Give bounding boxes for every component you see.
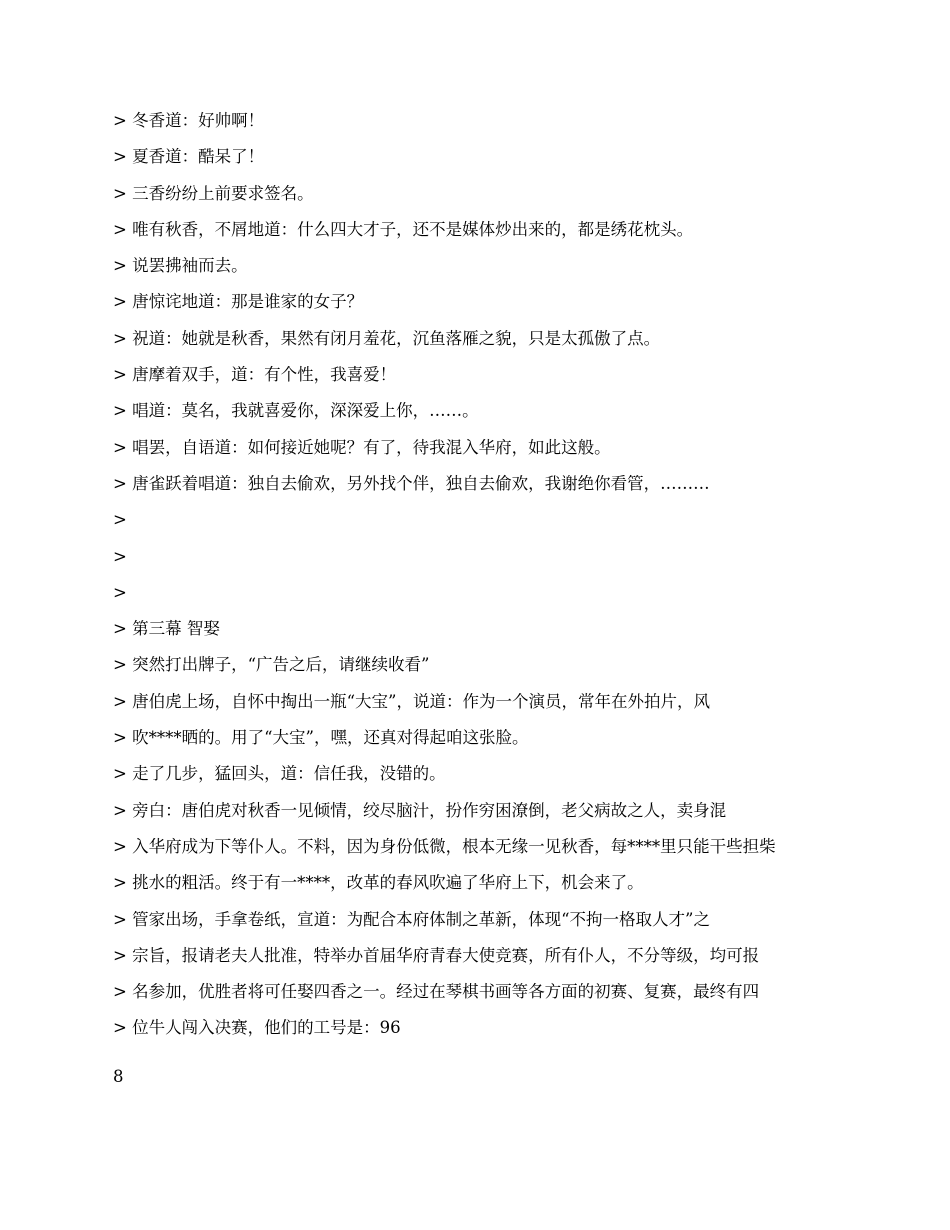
- text-line: > 唐摩着双手，道：有个性，我喜爱！: [113, 365, 397, 385]
- text-line: > 冬香道：好帅啊！: [113, 111, 265, 130]
- text-line: > 唯有秋香，不屑地道：什么四大才子，还不是媒体炒出来的，都是绣花枕头。: [113, 219, 694, 239]
- page-number: 8: [113, 1067, 124, 1086]
- text-body: [113, 110, 843, 1054]
- text-line: > 管家出场，手拿卷纸，宣道：为配合本府体制之革新，体现“不拘一格取人才”之: [113, 909, 710, 929]
- text-line: > 唱道：莫名，我就喜爱你，深深爱上你，……。: [113, 401, 479, 421]
- text-line: >: [113, 582, 127, 602]
- section-heading: > 第三幕 智娶: [113, 619, 220, 639]
- text-line: > 入华府成为下等仆人。不料，因为身份低微，根本无缘一见秋香，每****里只能干些担柴: [113, 836, 776, 856]
- text-line: > 吹****晒的。用了“大宝”，嘿，还真对得起咱这张脸。: [113, 728, 529, 748]
- text-line: >: [113, 546, 127, 566]
- text-line: > 名参加，优胜者将可任娶四香之一。经过在琴棋书画等各方面的初赛、复赛，最终有四: [113, 982, 760, 1002]
- text-line: > 唐伯虎上场，自怀中掏出一瓶“大宝”，说道：作为一个演员，常年在外拍片，风: [113, 691, 710, 711]
- text-line: >: [113, 510, 127, 530]
- text-line: > 走了几步，猛回头，道：信任我，没错的。: [113, 764, 446, 784]
- text-line: > 唐惊诧地道：那是谁家的女子？: [113, 292, 364, 312]
- text-line: > 唐雀跃着唱道：独自去偷欢，另外找个伴，独自去偷欢，我谢绝你看管，………: [113, 473, 710, 493]
- text-line: > 说罢拂袖而去。: [113, 256, 248, 276]
- text-line: > 三香纷纷上前要求签名。: [113, 183, 314, 203]
- text-line: > 位牛人闯入决赛，他们的工号是：96: [113, 1018, 401, 1038]
- text-line: > 祝道：她就是秋香，果然有闭月羞花，沉鱼落雁之貌，只是太孤傲了点。: [113, 328, 661, 348]
- text-line: > 宗旨，报请老夫人批准，特举办首届华府青春大使竞赛，所有仆人，不分等级，均可报: [113, 945, 760, 965]
- text-line: > 唱罢，自语道：如何接近她呢？有了，待我混入华府，如此这般。: [113, 437, 611, 457]
- text-line: > 夏香道：酷呆了！: [113, 147, 265, 167]
- text-line: > 挑水的粗活。终于有一****，改革的春风吹遍了华府上下，机会来了。: [113, 873, 644, 893]
- text-line: > 突然打出牌子，“广告之后，请继续收看”: [113, 655, 430, 675]
- text-line: > 旁白：唐伯虎对秋香一见倾情，绞尽脑汁，扮作穷困潦倒，老父病故之人，卖身混: [113, 800, 727, 820]
